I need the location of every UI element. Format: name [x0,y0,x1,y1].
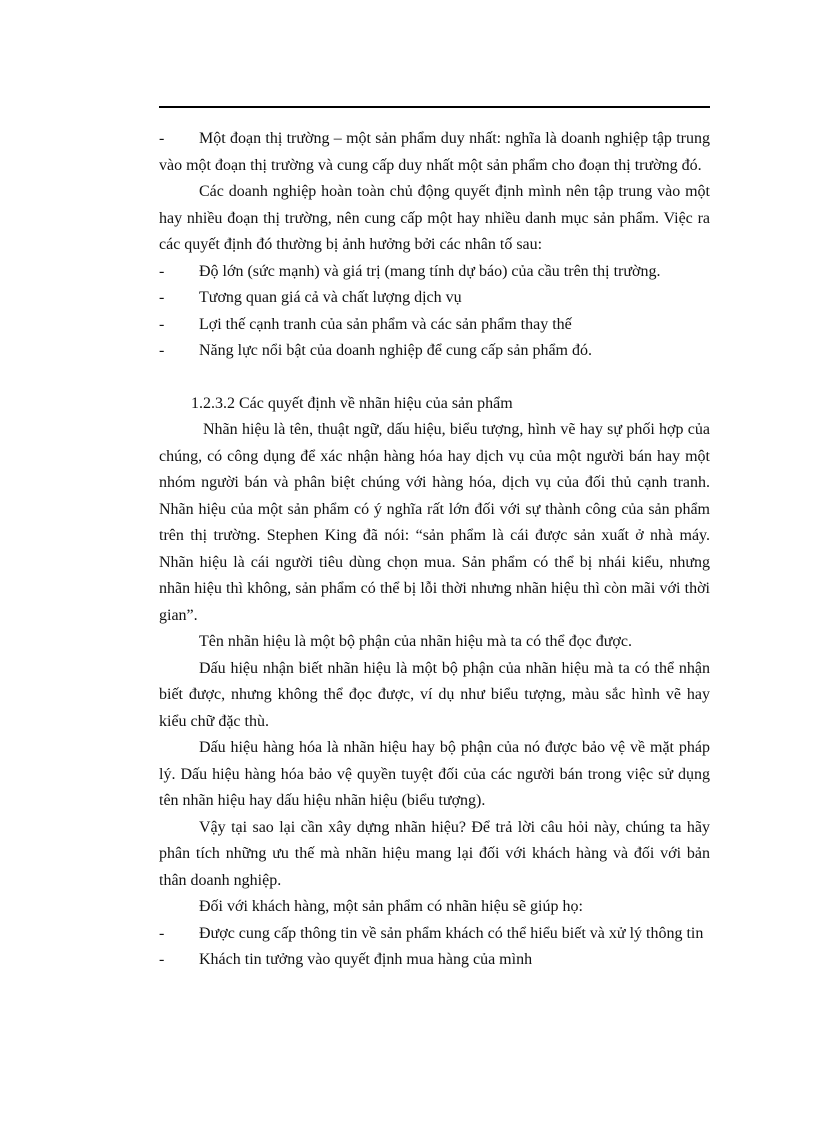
document-body [159,126,710,974]
list-item [159,338,710,365]
list-item [159,285,710,312]
list-item [159,947,710,974]
paragraph: Dấu hiệu hàng hóa là nhãn hiệu hay bộ phận của nó được bảo vệ về mặt pháp lý. Dấu hiệu hàng hóa bảo vệ quyền tuyệt đối của các người bán trong việc sử dụng tên nhãn hiệu hay dấu hiệu nhãn hiệu (biểu tượng). [159,739,710,809]
bullet-dash: - [159,924,165,942]
paragraph: Nhãn hiệu là tên, thuật ngữ, dấu hiệu, biểu tượng, hình vẽ hay sự phối hợp của chúng, có công dụng để xác nhận hàng hóa hay dịch vụ của một người bán hay một nhóm người bán và phân biệt chúng với hàng hóa, dịch vụ của đối thủ cạnh tranh. Nhãn hiệu của một sản phẩm có ý nghĩa rất lớn đối với sự thành công của sản phẩm trên thị trường. Stephen King đã nói: “sản phẩm là cái được sản xuất ở nhà máy. Nhãn hiệu là cái người tiêu dùng chọn mua. Sản phẩm có thể bị nhái kiểu, nhưng nhãn hiệu thì không, sản phẩm có thể bị lỗi thời nhưng nhãn hiệu thì còn mãi với thời gian”. [159,421,710,624]
bullet-dash: - [159,315,165,333]
spacer [159,365,710,391]
header-rule [159,106,710,108]
list-item-text: Năng lực nổi bật của doanh nghiệp để cung cấp sản phẩm đó. [199,342,592,359]
bullet-dash: - [159,289,165,306]
list-item [159,921,710,948]
paragraph: Dấu hiệu nhận biết nhãn hiệu là một bộ phận của nhãn hiệu mà ta có thể nhận biết được, nhưng không thể đọc được, ví dụ như biểu tượng, màu sắc hình vẽ hay kiểu chữ đặc thù. [159,659,710,730]
list-item-text: Lợi thế cạnh tranh của sản phẩm và các sản phẩm thay thế [199,315,572,333]
list-item-text: Một đoạn thị trường – một sản phẩm duy nhất: nghĩa là doanh nghiệp tập trung vào một đoạn thị trường và cung cấp duy nhất một sản phẩm cho đoạn thị trường đó. [159,130,710,174]
paragraph: Tên nhãn hiệu là một bộ phận của nhãn hiệu mà ta có thể đọc được. [199,633,632,650]
list-item [159,312,710,339]
paragraph: Các doanh nghiệp hoàn toàn chủ động quyết định mình nên tập trung vào một hay nhiều đoạn thị trường, nên cung cấp một hay nhiều danh mục sản phẩm. Việc ra các quyết định đó thường bị ảnh hưởng bởi các nhân tố sau: [159,183,710,253]
bullet-dash: - [159,130,165,147]
list-item [159,126,710,179]
list-item [159,259,710,286]
section-heading: 1.2.3.2 Các quyết định về nhãn hiệu của sản phẩm [191,394,513,412]
list-item-text: Tương quan giá cả và chất lượng dịch vụ [199,289,462,306]
list-item-text: Độ lớn (sức mạnh) và giá trị (mang tính dự báo) của cầu trên thị trường. [199,262,661,280]
bullet-dash: - [159,262,165,280]
paragraph: Vậy tại sao lại cần xây dựng nhãn hiệu? Để trả lời câu hỏi này, chúng ta hãy phân tích những ưu thế mà nhãn hiệu mang lại đối với khách hàng và đối với bản thân doanh nghiệp. [159,818,710,889]
list-item-text: Được cung cấp thông tin về sản phẩm khách có thể hiểu biết và xử lý thông tin [199,924,704,942]
bullet-dash: - [159,342,165,359]
list-item-text: Khách tin tưởng vào quyết định mua hàng của mình [199,951,533,968]
paragraph: Đối với khách hàng, một sản phẩm có nhãn hiệu sẽ giúp họ: [199,898,583,915]
bullet-dash: - [159,951,165,968]
